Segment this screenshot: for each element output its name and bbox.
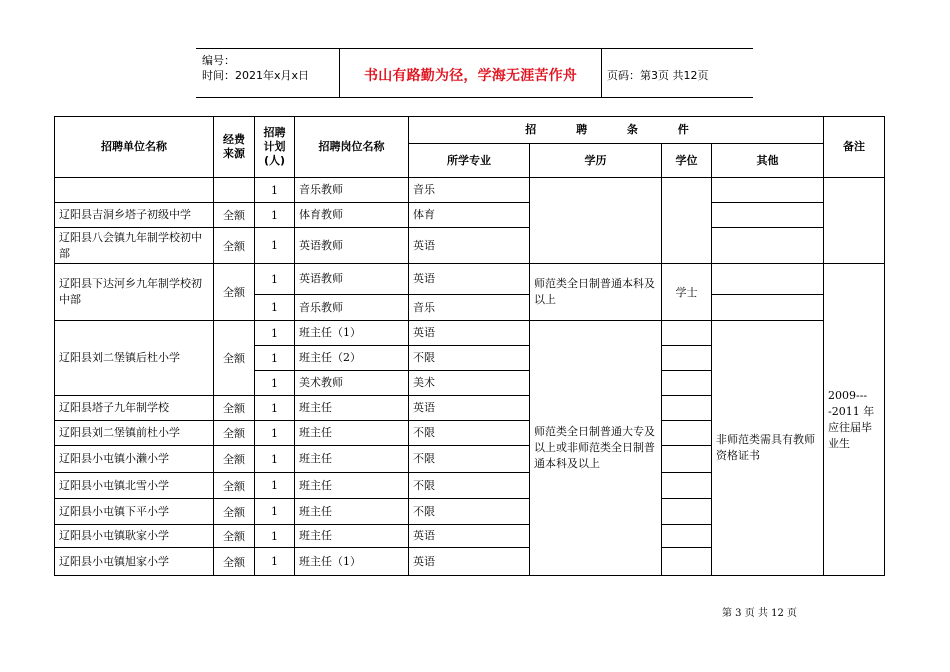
table-row <box>55 228 885 264</box>
cell-fund: 全额 <box>214 264 255 321</box>
cell-degree <box>662 548 712 576</box>
cell-unit: 辽阳县塔子九年制学校 <box>55 396 214 421</box>
cell-fund: 全额 <box>214 525 255 548</box>
cell-plan: 1 <box>255 421 295 446</box>
col-header-unit: 招聘单位名称 <box>55 117 214 178</box>
cell-remark-note: 2009----2011 年应往届毕业生 <box>824 264 885 576</box>
cell-plan: 1 <box>255 548 295 576</box>
cell-plan: 1 <box>255 446 295 473</box>
table-row <box>55 321 885 346</box>
cell-unit: 辽阳县小屯镇下平小学 <box>55 499 214 525</box>
cell-other <box>712 203 824 228</box>
cell-position: 班主任（1） <box>295 548 409 576</box>
cell-degree <box>662 371 712 396</box>
table-row <box>55 264 885 295</box>
col-header-fund: 经费来源 <box>214 117 255 178</box>
page-label: 页码：第3页 共12页 <box>607 69 709 82</box>
cell-other <box>712 178 824 203</box>
cell-remark-empty <box>824 178 885 264</box>
cell-major: 不限 <box>409 421 530 446</box>
cell-major: 英语 <box>409 264 530 295</box>
cell-education-empty <box>530 178 662 264</box>
cell-fund: 全额 <box>214 321 255 396</box>
cell-plan: 1 <box>255 499 295 525</box>
recruitment-table <box>54 116 885 576</box>
cell-position: 班主任（2） <box>295 346 409 371</box>
cell-fund: 全额 <box>214 228 255 264</box>
cell-position: 班主任 <box>295 446 409 473</box>
cell-unit: 辽阳县刘二堡镇前杜小学 <box>55 421 214 446</box>
col-header-education: 学历 <box>530 144 662 178</box>
cell-unit: 辽阳县小屯镇耿家小学 <box>55 525 214 548</box>
cell-unit: 辽阳县小屯镇旭家小学 <box>55 548 214 576</box>
col-header-plan: 招聘计划(人) <box>255 117 295 178</box>
cell-degree <box>662 396 712 421</box>
cell-major: 美术 <box>409 371 530 396</box>
cell-degree <box>662 346 712 371</box>
col-header-degree: 学位 <box>662 144 712 178</box>
cell-unit: 辽阳县小屯镇北雪小学 <box>55 473 214 499</box>
cell-other-note: 非师范类需具有教师资格证书 <box>712 321 824 576</box>
col-header-conditions: 招 聘 条 件 <box>409 117 824 144</box>
cell-fund: 全额 <box>214 473 255 499</box>
header-row-1 <box>55 117 885 144</box>
cell-unit: 辽阳县刘二堡镇后杜小学 <box>55 321 214 396</box>
time-label: 时间：2021年x月x日 <box>202 69 310 82</box>
cell-major: 英语 <box>409 228 530 264</box>
cell-position: 班主任 <box>295 473 409 499</box>
cell-plan: 1 <box>255 371 295 396</box>
cell-degree <box>662 473 712 499</box>
col-header-remark: 备注 <box>824 117 885 178</box>
cell-major: 不限 <box>409 473 530 499</box>
cell-education-undergrad: 师范类全日制普通本科及以上 <box>530 264 662 321</box>
cell-degree <box>662 525 712 548</box>
cell-major: 英语 <box>409 525 530 548</box>
cell-plan: 1 <box>255 203 295 228</box>
cell-degree <box>662 321 712 346</box>
header-meta-cell <box>196 49 339 97</box>
cell-position: 英语教师 <box>295 228 409 264</box>
cell-position: 美术教师 <box>295 371 409 396</box>
cell-plan: 1 <box>255 525 295 548</box>
cell-position: 英语教师 <box>295 264 409 295</box>
cell-fund: 全额 <box>214 446 255 473</box>
table-row <box>55 203 885 228</box>
cell-position: 班主任 <box>295 396 409 421</box>
cell-fund: 全额 <box>214 203 255 228</box>
cell-plan: 1 <box>255 473 295 499</box>
cell-position: 音乐教师 <box>295 178 409 203</box>
cell-position: 班主任 <box>295 499 409 525</box>
motto-text: 书山有路勤为径，学海无涯苦作舟 <box>364 68 577 84</box>
cell-fund: 全额 <box>214 548 255 576</box>
page-footer: 第 3 页 共 12 页 <box>722 608 797 619</box>
cell-position: 班主任 <box>295 421 409 446</box>
table-row <box>55 178 885 203</box>
cell-unit: 辽阳县小屯镇小濑小学 <box>55 446 214 473</box>
header-page-cell <box>601 49 753 97</box>
cell-plan: 1 <box>255 396 295 421</box>
code-label: 编号： <box>202 54 235 67</box>
cell-major: 不限 <box>409 346 530 371</box>
cell-fund: 全额 <box>214 421 255 446</box>
col-header-position: 招聘岗位名称 <box>295 117 409 178</box>
cell-plan: 1 <box>255 264 295 295</box>
cell-major: 不限 <box>409 446 530 473</box>
cell-plan: 1 <box>255 178 295 203</box>
cell-position: 班主任（1） <box>295 321 409 346</box>
cell-education-college: 师范类全日制普通大专及以上或非师范类全日制普通本科及以上 <box>530 321 662 576</box>
cell-other <box>712 264 824 295</box>
cell-plan: 1 <box>255 321 295 346</box>
cell-unit: 辽阳县吉洞乡塔子初级中学 <box>55 203 214 228</box>
cell-plan: 1 <box>255 228 295 264</box>
cell-fund: 全额 <box>214 396 255 421</box>
cell-major: 体育 <box>409 203 530 228</box>
cell-unit: 辽阳县下达河乡九年制学校初中部 <box>55 264 214 321</box>
cell-fund <box>214 178 255 203</box>
cell-major: 音乐 <box>409 178 530 203</box>
cell-unit <box>55 178 214 203</box>
document-header <box>196 48 753 98</box>
cell-major: 英语 <box>409 548 530 576</box>
header-motto-cell <box>339 49 602 97</box>
cell-major: 英语 <box>409 321 530 346</box>
cell-other <box>712 228 824 264</box>
cell-degree-bachelor: 学士 <box>662 264 712 321</box>
cell-fund: 全额 <box>214 499 255 525</box>
cell-position: 体育教师 <box>295 203 409 228</box>
cell-unit: 辽阳县八会镇九年制学校初中部 <box>55 228 214 264</box>
col-header-major: 所学专业 <box>409 144 530 178</box>
cell-degree <box>662 499 712 525</box>
cell-degree <box>662 421 712 446</box>
cell-major: 英语 <box>409 396 530 421</box>
cell-plan: 1 <box>255 295 295 321</box>
cell-plan: 1 <box>255 346 295 371</box>
cell-position: 班主任 <box>295 525 409 548</box>
col-header-other: 其他 <box>712 144 824 178</box>
cell-degree-empty <box>662 178 712 264</box>
cell-degree <box>662 446 712 473</box>
cell-other <box>712 295 824 321</box>
cell-position: 音乐教师 <box>295 295 409 321</box>
cell-major: 不限 <box>409 499 530 525</box>
cell-major: 音乐 <box>409 295 530 321</box>
